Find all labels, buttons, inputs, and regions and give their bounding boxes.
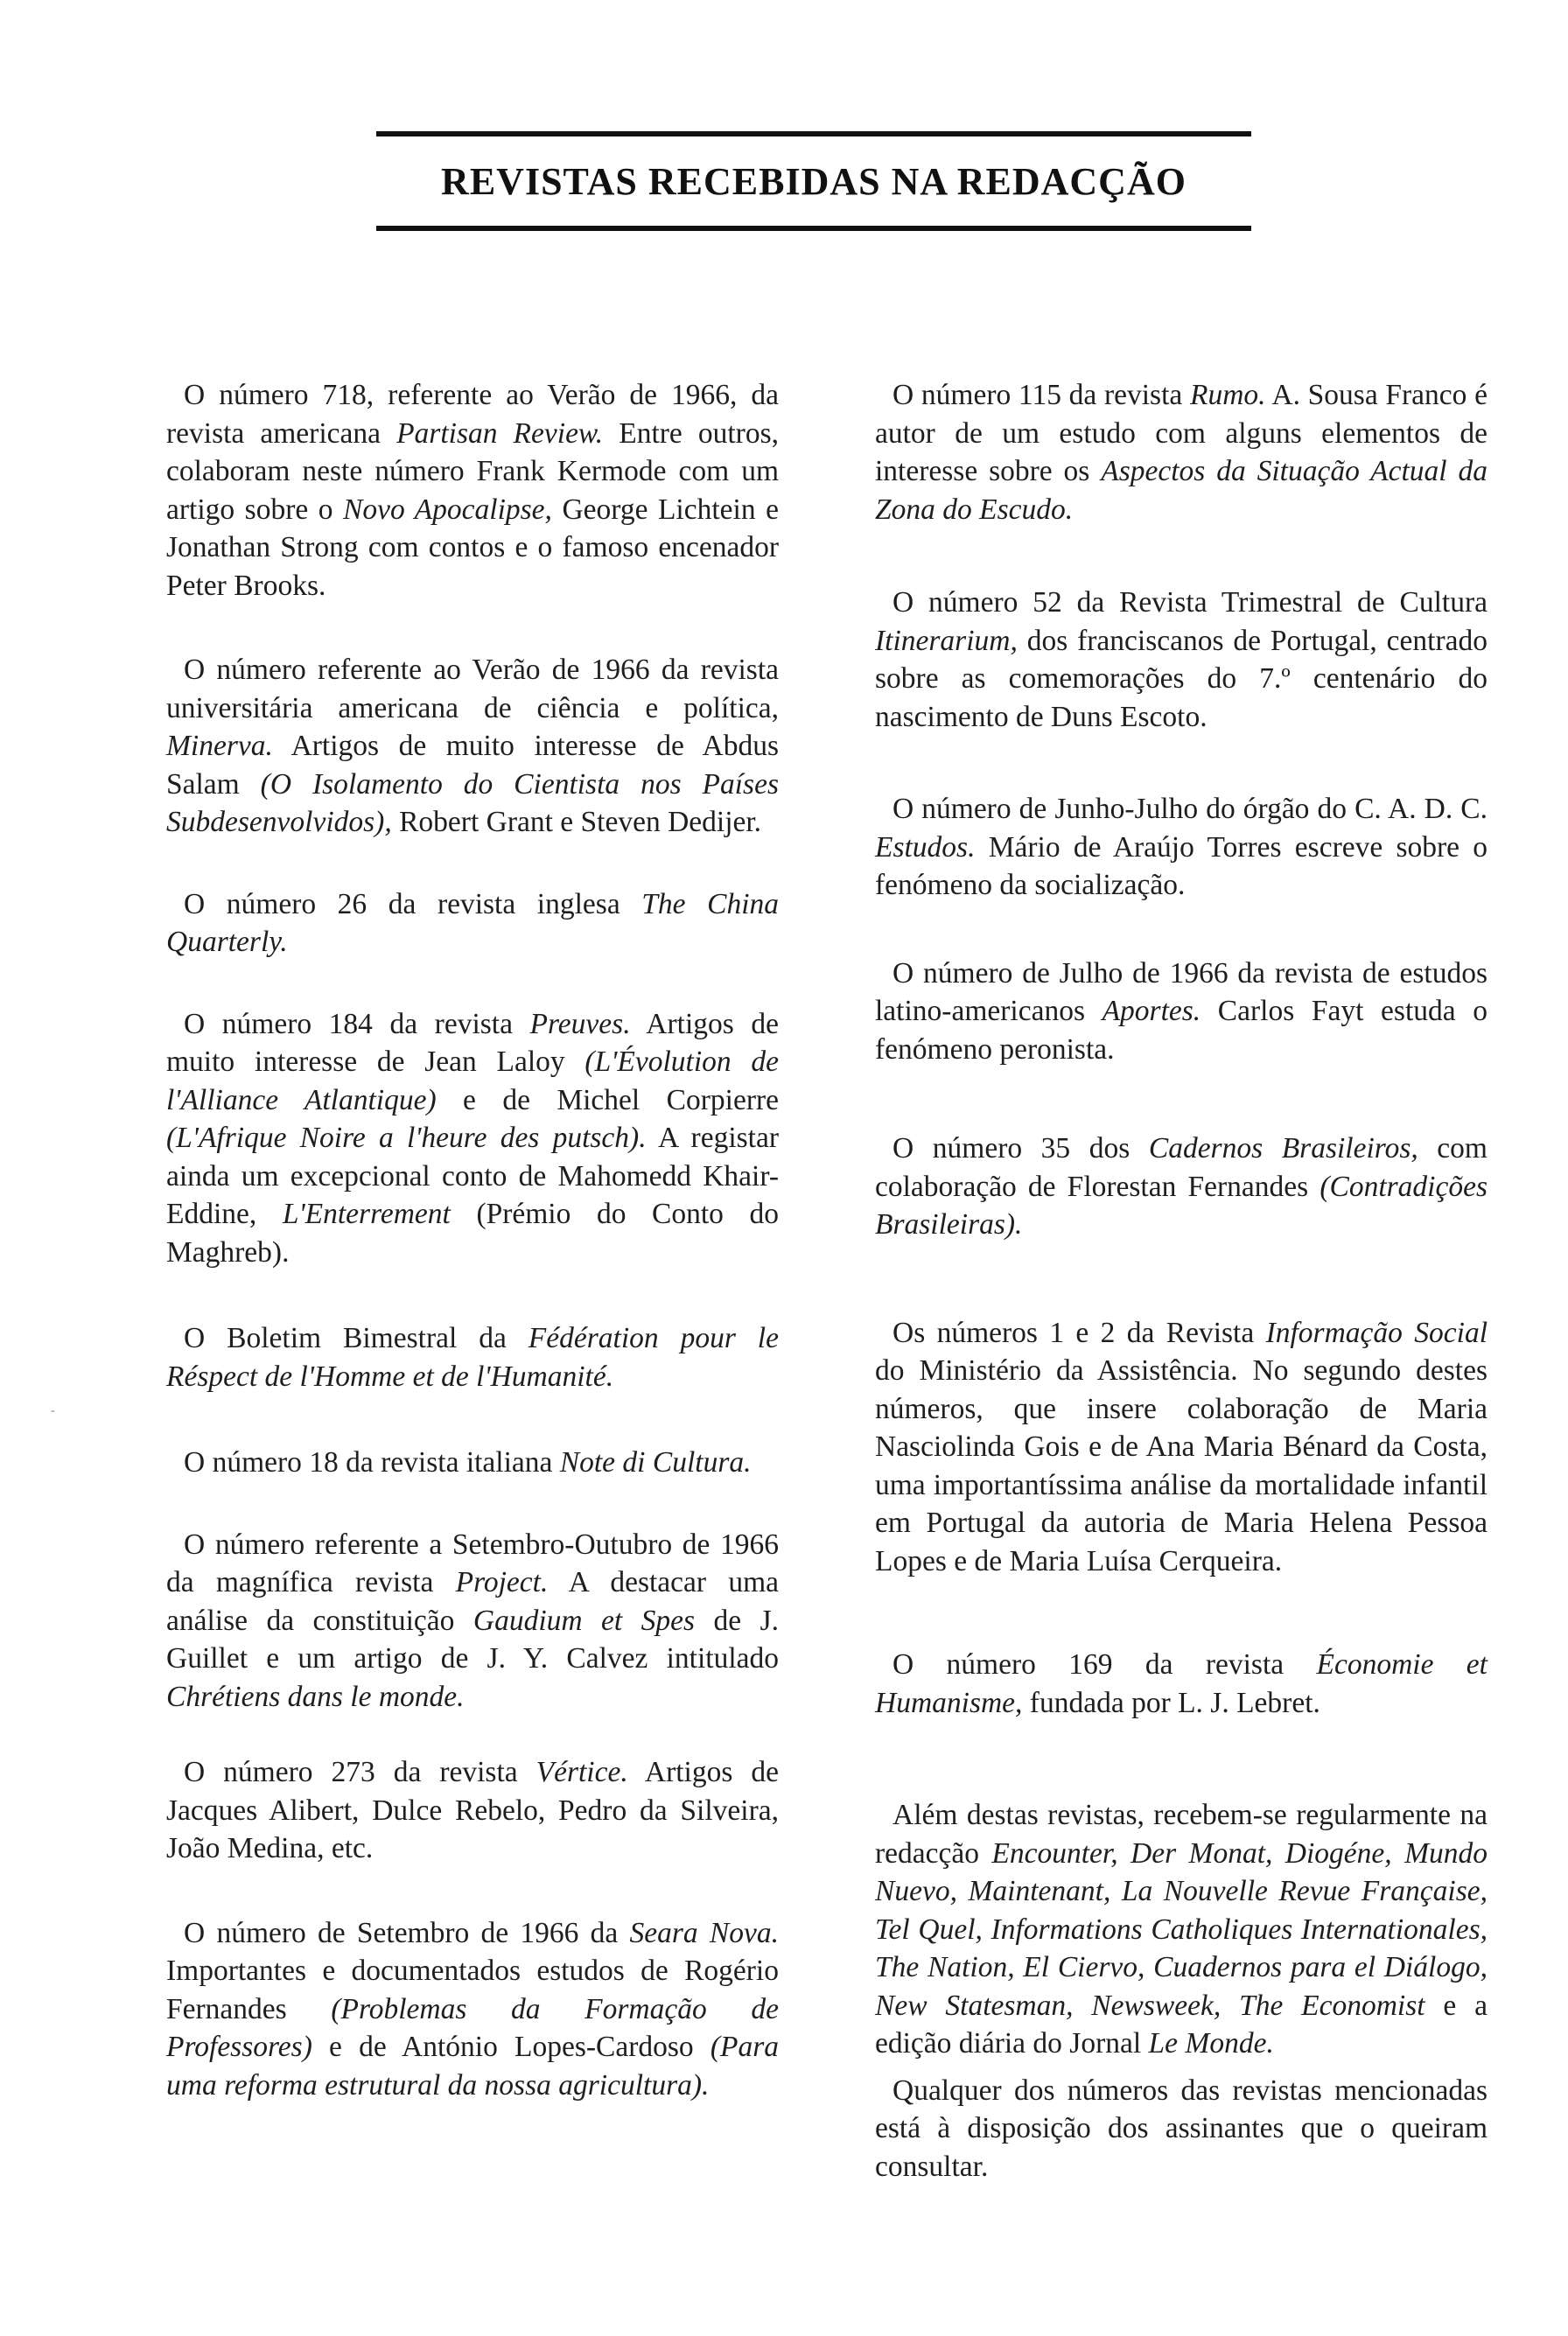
review-entry [875,1314,1488,1581]
right-column [875,376,1488,2186]
review-entry [875,790,1488,905]
entry-text: O número referente a Setembro-Outubro de 1966 da magnífica revista [166,1528,779,1598]
entry-text: Os números 1 e 2 da Revista [892,1316,1266,1349]
entry-text: O número 35 dos [892,1132,1149,1165]
entry-text: (Prémio do Conto do Maghreb). [166,1198,779,1269]
review-entry [166,651,779,842]
publication-title: Fédération pour le Réspect de l'Homme et de l'Humanité. [166,1322,779,1393]
entry-text: O número 18 da revista italiana [184,1446,560,1479]
entry-text: e de Michel Corpierre [436,1083,779,1116]
review-entry [166,1526,779,1717]
publication-title: Rumo. [1189,379,1266,411]
publication-title: Aportes. [1102,995,1201,1027]
entry-text: O número de Junho-Julho do órgão do C. A. D. C. [892,793,1488,825]
publication-title: Informação Social [1265,1316,1488,1349]
publication-title: Estudos. [875,830,976,864]
publication-title: Le Monde. [1148,2027,1274,2060]
review-entry [166,1444,779,1482]
entry-text: O número 184 da revista [184,1007,530,1040]
entry-text: Qualquer dos números das revistas mencionadas está à disposição dos assinantes que o queiram consultar. [875,2074,1488,2183]
entry-text: O número 169 da revista [892,1648,1317,1681]
publication-title: (O Isolamento do Cientista nos Países Subdesenvolvidos), [166,767,780,838]
entry-text: Artigos de Jacques Alibert, Dulce Rebelo, Pedro da Silveira, João Medina, etc. [166,1756,779,1864]
publication-title: (Para uma reforma estrutural da nossa agricultura). [166,2031,779,2102]
publication-title: (Problemas da Formação de Professores) [166,1992,779,2063]
publication-title: (L'Évolution de l'Alliance Atlantique) [166,1046,779,1116]
review-entry [875,1796,1488,2063]
publication-title: Encounter, Der Monat, Diogéne, Mundo Nuevo, Maintenant, La Nouvelle Revue Française, Tel Quel, Informations Catholiques Internationales, The Nation, El Ciervo, Cuadernos para el Diálogo, New Statesman, Newsweek, The Economist [875,1836,1488,2022]
review-entry [166,376,779,605]
entry-text: A destacar uma análise da constituição [166,1566,779,1637]
review-entry [875,1646,1488,1722]
entry-text: fundada por L. J. Lebret. [1022,1686,1320,1719]
publication-title: Project. [455,1566,549,1598]
publication-title: Note di Cultura. [559,1446,752,1479]
review-entry [166,885,779,962]
entry-text: do Ministério da Assistência. No segundo destes números, que insere colaboração de Maria Nasciolinda Gois e de Ana Maria Bénard da Costa, uma importantíssima análise da mortalidade infantil em Portugal da autoria de Maria Helena Pessoa Lopes e de Maria Luísa Cerqueira. [875,1354,1488,1577]
review-entry [166,1319,779,1395]
title-rule-bottom [376,226,1251,231]
entry-text: A registar ainda um excepcional conto de Mahomedd Khair-Eddine, [166,1122,779,1230]
publication-title: (Contradições Brasileiras). [875,1170,1488,1241]
publication-title: Aspectos da Situação Actual da Zona do Escudo. [875,455,1488,526]
entry-text: O número 26 da revista inglesa [184,887,642,920]
publication-title: Chrétiens dans le monde. [166,1680,465,1713]
entry-text: Além destas revistas, recebem-se regularmente na redacção [875,1799,1488,1870]
entry-text: e de António Lopes-Cardoso [312,2031,710,2063]
scan-speck: ‐ [51,1404,55,1417]
publication-title: Itinerarium, [875,624,1018,657]
review-entry [166,1914,779,2105]
publication-title: Cadernos Brasileiros, [1148,1132,1418,1165]
publication-title: Seara Nova. [629,1916,779,1949]
review-entry [875,2072,1488,2186]
page-title: REVISTAS RECEBIDAS NA REDACÇÃO [441,160,1186,203]
publication-title: Économie et Humanisme, [875,1648,1488,1719]
entry-text: George Lichtein e Jonathan Strong com contos e o famoso encenador Peter Brooks. [166,493,779,602]
publication-title: Partisan Review. [396,416,604,450]
entry-text: O número referente ao Verão de 1966 da revista universitária americana de ciência e política, [166,654,779,724]
publication-title: The China Quarterly. [166,887,780,958]
entry-text: dos franciscanos de Portugal, centrado sobre as comemorações do 7.º centenário do nascimento de Duns Escoto. [875,624,1488,733]
entry-text: de J. Guillet e um artigo de J. Y. Calvez intitulado [166,1604,779,1675]
entry-text: O número 52 da Revista Trimestral de Cultura [892,586,1488,619]
review-entry [875,1130,1488,1244]
review-entry [875,955,1488,1069]
entry-text: Entre outros, colaboram neste número Frank Kermode com um artigo sobre o [166,416,779,526]
left-column [166,376,779,2104]
publication-title: Gaudium et Spes [472,1604,696,1637]
publication-title: Preuves. [529,1007,631,1040]
entry-text: Carlos Fayt estuda o fenómeno peronista. [875,995,1488,1066]
entry-text: Mário de Araújo Torres escreve sobre o fenómeno da socialização. [875,830,1488,901]
review-entry [875,584,1488,736]
review-entry [875,376,1488,528]
publication-title: Minerva. [166,730,273,762]
publication-title: Vértice. [536,1756,628,1788]
review-entry [166,1005,779,1272]
entry-text: O número 273 da revista [184,1756,536,1788]
entry-text: O número de Setembro de 1966 da [184,1916,630,1949]
review-entry [166,1753,779,1868]
entry-text: e a edição diária do Jornal [875,1989,1488,2060]
publication-title: Novo Apocalipse, [343,493,552,526]
entry-text: O Boletim Bimestral da [184,1322,528,1354]
entry-text: Importantes e documentados estudos de Rogério Fernandes [166,1955,779,2025]
entry-text: A. Sousa Franco é autor de um estudo com alguns elementos de interesse sobre os [875,379,1488,487]
entry-text: O número 115 da revista [892,379,1190,411]
entry-text: Robert Grant e Steven Dedijer. [391,806,762,838]
entry-text: O número de Julho de 1966 da revista de estudos latino-americanos [875,956,1488,1027]
entry-text: O número 718, referente ao Verão de 1966, da revista americana [166,379,779,450]
entry-text: Artigos de muito interesse de Abdus Salam [166,730,779,801]
publication-title: (L'Afrique Noire a l'heure des putsch). [166,1122,647,1154]
entry-text: Artigos de muito interesse de Jean Laloy [166,1007,779,1078]
entry-text: com colaboração de Florestan Fernandes [875,1132,1488,1203]
title-rule-top [376,131,1251,136]
publication-title: L'Enterrement [282,1198,451,1230]
